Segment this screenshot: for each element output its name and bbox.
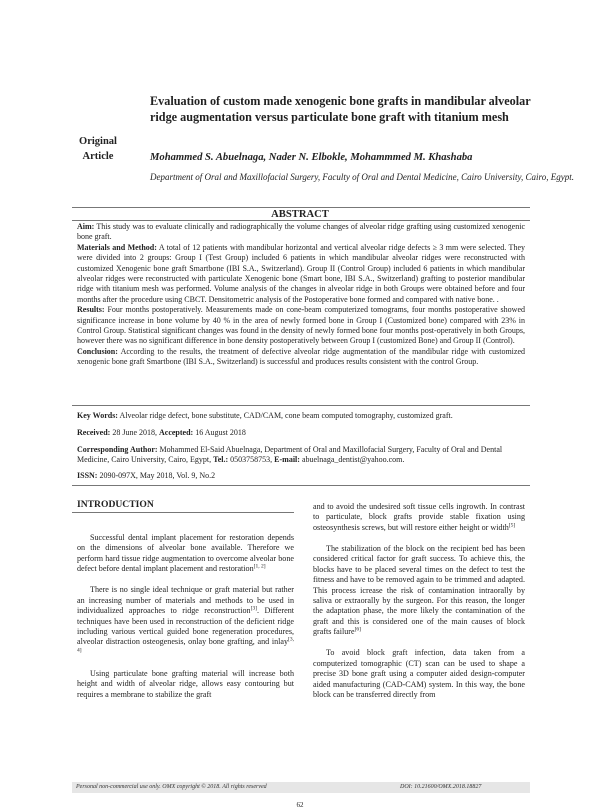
intro-paragraph-4: The stabilization of the block on the recipient bed has been considered critical factor for graft success. To achieve this, the blocks have to be placed several times on the defect to test the fitness and have to be removed again to be trimmed and adapted. This process icrease the risk of contamination intraorally by saliva or extraorally by the surgeon. For this reason, the longer the adaptation phase, the more likely the contamination of the graft and this is considered one of the main causes of block grafts failure[6] xyxy=(313,543,525,637)
intro-paragraph-3: Using particulate bone grafting material will increase both height and width of alveolar ridge, allows easy contouring but requires a membrane to stabilize the graft xyxy=(77,668,294,699)
meta-bottom-rule xyxy=(72,485,530,486)
keywords: Key Words: Alveolar ridge defect, bone substitute, CAD/CAM, cone beam computed tomography, customized graft. xyxy=(77,411,453,420)
abstract-top-rule xyxy=(72,207,530,208)
intro-heading-rule xyxy=(72,512,294,513)
article-type-label: Original Article xyxy=(79,136,117,162)
page-number: 62 xyxy=(296,801,304,809)
intro-paragraph-2: There is no single ideal technique or graft material but rather an increasing number of materials and methods to be used in individualized approaches to ridge reconstruction[3]. Different techniques have been used in reconstruction of the deficient ridge including various vertical guided bone regeneration procedures, alveolar distraction osteogenesis, onlay bone grafting, and inlay[3, 4] xyxy=(77,585,294,654)
intro-paragraph-1: Successful dental implant placement for restoration depends on the dimensions of alveolar bone available. Therefore we perform hard tissue ridge augmentation to overcome alveolar bone defect before dental implant placement and restoration[1, 2] xyxy=(77,533,294,574)
abstract-methods: Materials and Method: A total of 12 patients with mandibular horizontal and vertical alveolar ridge defects ≥ 3 mm were selected. They were divided into 2 groups: Group I (Test Group) included 6 patients in which mandibular alveolar ridges were reconstructed with customized Xenogenic bone graft Smartbone (IBI S.A., Switzerland). Group II (Control Group) included 6 patients in which mandibular alveolar ridges were reconstructed with particulate Xenogenic bone (Smart bone, IBI S.A., Switzerland) grafting to posterior mandibular ridge with titanium mesh was performed. Volume analysis of the changes in alveolar ridge in both Groups were obtained before and four months after the procedure using CBCT. Densitometric analysis of the Postoperative bone formed and compared with native bone. . xyxy=(77,242,525,304)
intro-paragraph-5: To avoid block graft infection, data taken from a computerized tomographic (CT) scan can be used to shape a precise 3D bone graft using a computer aided design-computer aided manufacturing (CAD-CAM) system. In this way, the bone block can be transferred directly from xyxy=(313,648,525,700)
affiliation: Department of Oral and Maxillofacial Surgery, Faculty of Oral and Dental Medicine, Cairo University, Cairo, Egypt. xyxy=(150,172,574,182)
author-list: Mohammed S. Abuelnaga, Nader N. Elbokle, Mohammmed M. Khashaba xyxy=(150,152,473,163)
issn: ISSN: 2090-097X, May 2018, Vol. 9, No.2 xyxy=(77,471,216,480)
corresponding-author: Corresponding Author: Mohammed El-Said Abuelnaga, Department of Oral and Maxillofacial Surgery, Faculty of Oral and Dental Medicine, Cairo University, Cairo, Egypt, Tel.: 0503758753, E-mail: abuelnaga_dentist@yahoo.com. xyxy=(77,445,503,465)
abstract-aim: Aim: This study was to evaluate clinically and radiographically the volume changes of alveolar ridge grafting using customized xenogenic bone graft. xyxy=(77,222,525,242)
abstract-conclusion: Conclusion: According to the results, the treatment of defective alveolar ridge augmentation of the mandibular ridge with customized xenogenic bone graft Smartbone (IBI S.A., Switzerland) is successful and produces results consistent with the control Group. xyxy=(77,346,525,367)
intro-paragraph-3-cont: and to avoid the undesired soft tissue cells ingrowth. In contrast to particulate, block grafts provide stable fixation using osteosynthesis screws, but will restore either height or width[5] xyxy=(313,502,525,532)
abstract-bottom-rule xyxy=(72,405,530,406)
left-column xyxy=(77,533,294,711)
right-column xyxy=(313,502,525,711)
abstract-heading-rule xyxy=(72,220,530,221)
doi[interactable]: DOI: 10.21600/OMX.2018.18827 xyxy=(400,784,482,790)
paper-title: Evaluation of custom made xenogenic bone grafts in mandibular alveolar ridge augmentation versus particulate bone graft with titanium mesh xyxy=(150,94,531,124)
abstract-results: Results: Four months postoperatively. Measurements made on cone-beam computerized tomograms, four months postoperative showed significance increase in bone volume by 40 % in the area of newly formed bone in Group I (Customized bone) compared with 23% in Control Group. Statistical significant changes was found in the density of newly formed bone four months post-operatively in both Groups, however there was no significant difference in bone density postoperatively between Group I (customized Bone) and Group II (Control). xyxy=(77,305,525,346)
email-link[interactable]: abuelnaga_dentist@yahoo.com. xyxy=(299,455,405,465)
abstract-heading: ABSTRACT xyxy=(271,209,329,220)
introduction-heading: INTRODUCTION xyxy=(77,499,154,510)
copyright-notice: Personal non-commercial use only. OMX copyright © 2018. All rights reserved xyxy=(76,784,267,790)
abstract-body xyxy=(77,222,525,368)
dates: Received: 28 June 2018, Accepted: 16 August 2018 xyxy=(77,428,246,437)
